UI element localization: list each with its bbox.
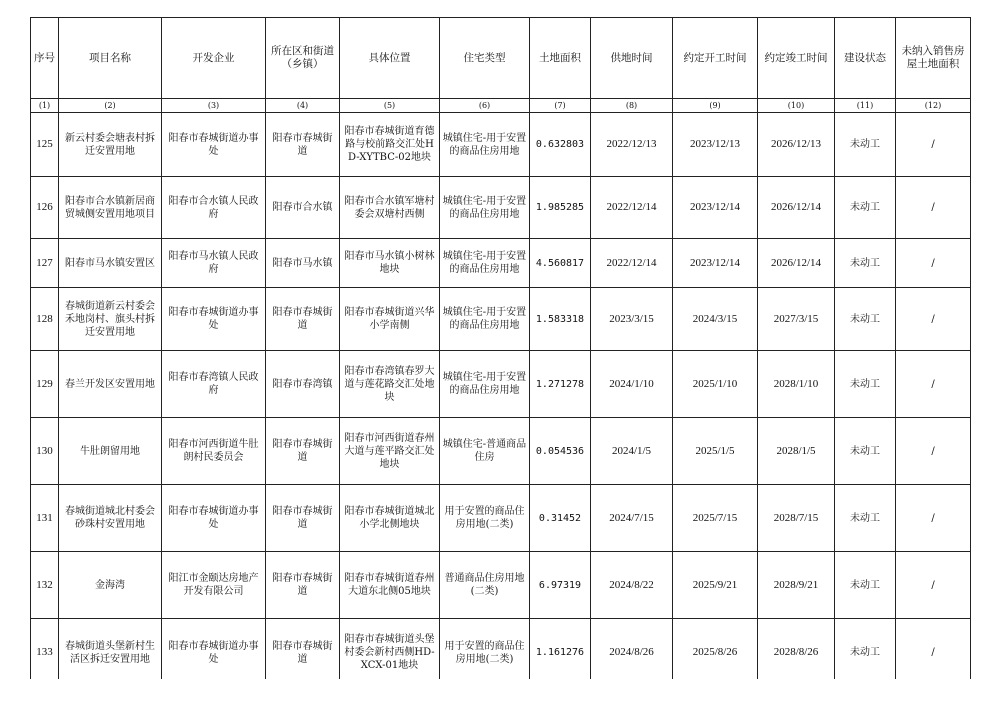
cell-status: 未动工 — [835, 113, 896, 177]
cell-finish-date: 2028/8/26 — [758, 619, 835, 687]
cell-district: 阳春市马水镇 — [266, 239, 340, 288]
col-index: (1) — [31, 99, 59, 113]
col-index: (4) — [266, 99, 340, 113]
col-header-finish-date: 约定竣工时间 — [758, 18, 835, 99]
cell-status: 未动工 — [835, 418, 896, 485]
cell-start-date: 2023/12/14 — [673, 239, 758, 288]
cell-excluded-area: / — [896, 113, 971, 177]
table-row — [31, 113, 971, 177]
cell-excluded-area: / — [896, 619, 971, 687]
col-index: (9) — [673, 99, 758, 113]
cell-developer: 阳春市合水镇人民政府 — [162, 177, 266, 239]
cell-location: 阳春市春城街道城北小学北侧地块 — [340, 485, 440, 552]
cell-developer: 阳春市春城街道办事处 — [162, 113, 266, 177]
cell-housing-type: 城镇住宅-用于安置的商品住房用地 — [440, 288, 530, 351]
cell-seq: 129 — [31, 351, 59, 418]
col-header-name: 项目名称 — [59, 18, 162, 99]
col-header-district: 所在区和街道（乡镇） — [266, 18, 340, 99]
cell-land-area: 0.632803 — [530, 113, 591, 177]
cell-project-name: 春城街道头堡新村生活区拆迁安置用地 — [59, 619, 162, 687]
cell-land-area: 6.97319 — [530, 552, 591, 619]
col-header-developer: 开发企业 — [162, 18, 266, 99]
header-row — [31, 18, 971, 99]
cell-start-date: 2024/3/15 — [673, 288, 758, 351]
cell-location: 阳春市春湾镇春罗大道与莲花路交汇处地块 — [340, 351, 440, 418]
cell-project-name: 阳春市合水镇新居商贸城侧安置用地项目 — [59, 177, 162, 239]
cell-land-area: 1.271278 — [530, 351, 591, 418]
table-row — [31, 485, 971, 552]
col-header-location: 具体位置 — [340, 18, 440, 99]
cell-start-date: 2025/9/21 — [673, 552, 758, 619]
cell-status: 未动工 — [835, 288, 896, 351]
col-index: (2) — [59, 99, 162, 113]
cell-housing-type: 城镇住宅-用于安置的商品住房用地 — [440, 113, 530, 177]
cell-seq: 127 — [31, 239, 59, 288]
cell-developer: 阳春市春城街道办事处 — [162, 288, 266, 351]
cell-district: 阳春市春城街道 — [266, 288, 340, 351]
cell-supply-date: 2022/12/14 — [591, 177, 673, 239]
cell-developer: 阳江市金颐达房地产开发有限公司 — [162, 552, 266, 619]
cell-status: 未动工 — [835, 177, 896, 239]
cell-location: 阳春市马水镇小树林地块 — [340, 239, 440, 288]
cell-seq: 126 — [31, 177, 59, 239]
cell-status: 未动工 — [835, 619, 896, 687]
cell-project-name: 春城街道城北村委会砂珠村安置用地 — [59, 485, 162, 552]
cell-excluded-area: / — [896, 485, 971, 552]
cell-supply-date: 2022/12/13 — [591, 113, 673, 177]
cell-housing-type: 城镇住宅-用于安置的商品住房用地 — [440, 239, 530, 288]
cell-land-area: 1.161276 — [530, 619, 591, 687]
cell-finish-date: 2026/12/14 — [758, 177, 835, 239]
cell-finish-date: 2028/1/5 — [758, 418, 835, 485]
cell-supply-date: 2024/8/22 — [591, 552, 673, 619]
cell-seq: 125 — [31, 113, 59, 177]
cell-location: 阳春市春城街道头堡村委会新村西侧HD-XCX-01地块 — [340, 619, 440, 687]
cell-supply-date: 2024/7/15 — [591, 485, 673, 552]
cell-start-date: 2023/12/14 — [673, 177, 758, 239]
cell-location: 阳春市春城街道春州大道东北侧05地块 — [340, 552, 440, 619]
cell-supply-date: 2022/12/14 — [591, 239, 673, 288]
col-header-area: 土地面积 — [530, 18, 591, 99]
cell-finish-date: 2026/12/14 — [758, 239, 835, 288]
column-index-row — [31, 99, 971, 113]
cell-location: 阳春市合水镇军塘村委会双塘村西侧 — [340, 177, 440, 239]
table-row — [31, 239, 971, 288]
col-index: (10) — [758, 99, 835, 113]
cell-seq: 128 — [31, 288, 59, 351]
land-supply-sheet — [30, 17, 971, 687]
cell-status: 未动工 — [835, 485, 896, 552]
table-row — [31, 177, 971, 239]
cell-supply-date: 2024/1/5 — [591, 418, 673, 485]
table-row — [31, 552, 971, 619]
land-supply-table — [30, 17, 971, 687]
cell-district: 阳春市春城街道 — [266, 485, 340, 552]
cell-district: 阳春市春城街道 — [266, 418, 340, 485]
cell-seq: 132 — [31, 552, 59, 619]
cell-excluded-area: / — [896, 239, 971, 288]
cell-project-name: 春城街道新云村委会禾地岗村、旗头村拆迁安置用地 — [59, 288, 162, 351]
cell-land-area: 4.560817 — [530, 239, 591, 288]
cell-location: 阳春市春城街道育德路与校前路交汇处HD-XYTBC-02地块 — [340, 113, 440, 177]
cell-housing-type: 普通商品住房用地(二类) — [440, 552, 530, 619]
cell-developer: 阳春市春湾镇人民政府 — [162, 351, 266, 418]
cell-supply-date: 2024/1/10 — [591, 351, 673, 418]
cell-start-date: 2025/1/5 — [673, 418, 758, 485]
col-header-status: 建设状态 — [835, 18, 896, 99]
cell-housing-type: 用于安置的商品住房用地(二类) — [440, 619, 530, 687]
cell-finish-date: 2028/7/15 — [758, 485, 835, 552]
cell-project-name: 牛肚朗留用地 — [59, 418, 162, 485]
cell-excluded-area: / — [896, 288, 971, 351]
cell-finish-date: 2027/3/15 — [758, 288, 835, 351]
cell-supply-date: 2023/3/15 — [591, 288, 673, 351]
col-index: (5) — [340, 99, 440, 113]
col-header-supply-date: 供地时间 — [591, 18, 673, 99]
cell-start-date: 2025/8/26 — [673, 619, 758, 687]
page-crop-mask — [30, 679, 975, 707]
col-header-excluded-area: 未纳入销售房屋土地面积 — [896, 18, 971, 99]
cell-excluded-area: / — [896, 552, 971, 619]
cell-seq: 131 — [31, 485, 59, 552]
col-header-type: 住宅类型 — [440, 18, 530, 99]
col-index: (7) — [530, 99, 591, 113]
col-index: (3) — [162, 99, 266, 113]
cell-housing-type: 用于安置的商品住房用地(二类) — [440, 485, 530, 552]
cell-land-area: 0.054536 — [530, 418, 591, 485]
table-row — [31, 351, 971, 418]
cell-district: 阳春市春湾镇 — [266, 351, 340, 418]
cell-developer: 阳春市春城街道办事处 — [162, 485, 266, 552]
cell-project-name: 新云村委会塘表村拆迁安置用地 — [59, 113, 162, 177]
cell-excluded-area: / — [896, 351, 971, 418]
cell-district: 阳春市合水镇 — [266, 177, 340, 239]
cell-developer: 阳春市马水镇人民政府 — [162, 239, 266, 288]
cell-excluded-area: / — [896, 177, 971, 239]
cell-project-name: 阳春市马水镇安置区 — [59, 239, 162, 288]
cell-start-date: 2025/7/15 — [673, 485, 758, 552]
col-index: (12) — [896, 99, 971, 113]
cell-developer: 阳春市春城街道办事处 — [162, 619, 266, 687]
cell-finish-date: 2028/9/21 — [758, 552, 835, 619]
cell-housing-type: 城镇住宅-用于安置的商品住房用地 — [440, 177, 530, 239]
col-header-seq: 序号 — [31, 18, 59, 99]
cell-developer: 阳春市河西街道牛肚朗村民委员会 — [162, 418, 266, 485]
cell-status: 未动工 — [835, 239, 896, 288]
cell-status: 未动工 — [835, 351, 896, 418]
cell-land-area: 0.31452 — [530, 485, 591, 552]
table-row — [31, 619, 971, 687]
cell-start-date: 2025/1/10 — [673, 351, 758, 418]
cell-status: 未动工 — [835, 552, 896, 619]
cell-project-name: 金海湾 — [59, 552, 162, 619]
table-row — [31, 288, 971, 351]
cell-housing-type: 城镇住宅-普通商品住房 — [440, 418, 530, 485]
cell-district: 阳春市春城街道 — [266, 113, 340, 177]
table-row — [31, 418, 971, 485]
cell-seq: 130 — [31, 418, 59, 485]
cell-finish-date: 2026/12/13 — [758, 113, 835, 177]
col-index: (8) — [591, 99, 673, 113]
cell-project-name: 春兰开发区安置用地 — [59, 351, 162, 418]
cell-supply-date: 2024/8/26 — [591, 619, 673, 687]
cell-start-date: 2023/12/13 — [673, 113, 758, 177]
cell-district: 阳春市春城街道 — [266, 619, 340, 687]
cell-finish-date: 2028/1/10 — [758, 351, 835, 418]
cell-excluded-area: / — [896, 418, 971, 485]
cell-housing-type: 城镇住宅-用于安置的商品住房用地 — [440, 351, 530, 418]
col-index: (6) — [440, 99, 530, 113]
cell-location: 阳春市河西街道春州大道与莲平路交汇处地块 — [340, 418, 440, 485]
col-header-start-date: 约定开工时间 — [673, 18, 758, 99]
cell-land-area: 1.583318 — [530, 288, 591, 351]
col-index: (11) — [835, 99, 896, 113]
cell-land-area: 1.985285 — [530, 177, 591, 239]
cell-location: 阳春市春城街道兴华小学南侧 — [340, 288, 440, 351]
cell-district: 阳春市春城街道 — [266, 552, 340, 619]
cell-seq: 133 — [31, 619, 59, 687]
